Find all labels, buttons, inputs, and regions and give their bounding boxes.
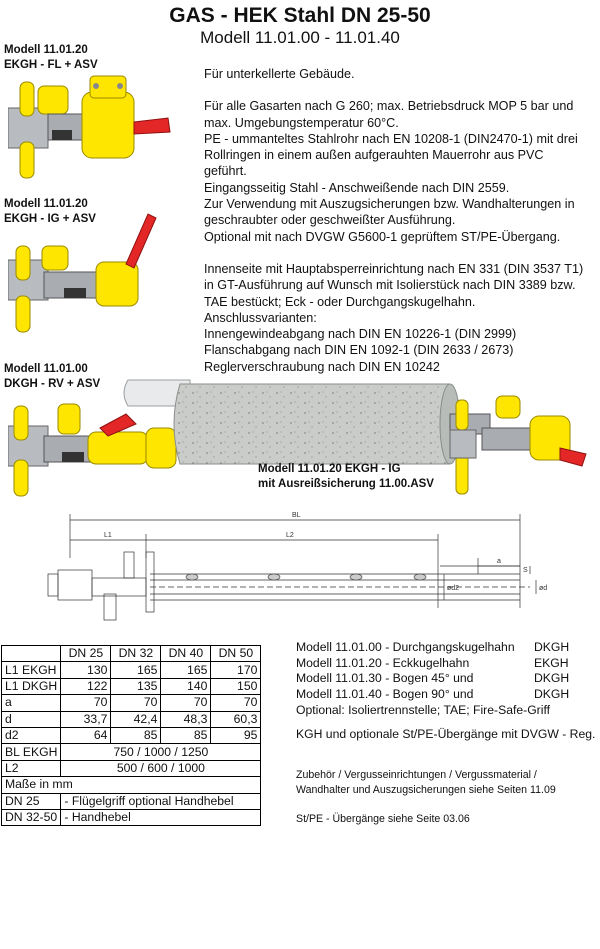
table-row <box>2 793 261 809</box>
list-item <box>296 640 596 656</box>
table-cell: 70 <box>111 695 161 711</box>
table-header: DN 50 <box>211 646 261 662</box>
description-line: geschraubter oder geschweißter Ausführung. <box>204 213 456 228</box>
table-row <box>2 711 261 727</box>
description-line: Reglerverschraubung nach DIN EN 10242 <box>204 359 440 374</box>
dim-bl: BL <box>292 512 301 519</box>
table-cell: 42,4 <box>111 711 161 727</box>
table-cell: a <box>2 695 61 711</box>
model-code: DKGH <box>534 687 570 702</box>
table-cell: 135 <box>111 678 161 694</box>
table-cell: - Flügelgriff optional Handhebel <box>61 793 261 809</box>
main-caption-line2: mit Ausreißsicherung 11.00.ASV <box>258 478 434 490</box>
product-image-ekgh-fl <box>8 72 178 187</box>
table-cell: DN 32-50 <box>2 809 61 825</box>
description <box>204 66 596 375</box>
list-item <box>296 687 596 703</box>
dim-s: S <box>523 567 528 574</box>
model-code: DKGH <box>534 671 570 686</box>
model-code: EKGH <box>534 655 569 670</box>
list-item <box>296 671 596 687</box>
spec-table <box>1 645 261 826</box>
product-label-1 <box>4 43 98 73</box>
table-row <box>2 760 261 776</box>
table-header: DN 25 <box>61 646 111 662</box>
table-cell: L1 DKGH <box>2 678 61 694</box>
table-cell: L1 EKGH <box>2 662 61 678</box>
dim-d: ød <box>539 585 548 592</box>
description-line: Für alle Gasarten nach G 260; max. Betriebsdruck MOP 5 bar und <box>204 99 574 114</box>
page-subtitle: Modell 11.01.00 - 11.01.40 <box>200 28 400 47</box>
table-cell: 170 <box>211 662 261 678</box>
table-cell: d2 <box>2 727 61 743</box>
table-cell: 95 <box>211 727 261 743</box>
product-name: EKGH - IG + ASV <box>4 213 96 225</box>
table-cell: 165 <box>111 662 161 678</box>
description-line: TAE bestückt; Eck - oder Durchgangskugelhahn. <box>204 294 476 309</box>
list-item <box>296 656 596 672</box>
dvgw-line: KGH und optionale St/PE-Übergänge mit DVGW - Reg. <box>296 727 596 742</box>
dim-a: a <box>497 558 501 565</box>
description-line: Eingangsseitig Stahl - Anschweißende nach DIN 2559. <box>204 180 510 195</box>
description-line: Flanschabgang nach DIN EN 1092-1 (DIN 2633 / 2673) <box>204 343 514 358</box>
description-line: Innenseite mit Hauptabsperreinrichtung nach EN 331 (DIN 3537 T1) <box>204 261 584 276</box>
description-line: Optional mit nach DVGW G5600-1 geprüftem ST/PE-Übergang. <box>204 229 561 244</box>
table-row <box>2 777 261 793</box>
description-line: Rollringen in einem außen aufgerauhten Mauerrohr aus PVC <box>204 148 544 163</box>
description-line: Für unterkellerte Gebäude. <box>204 67 355 81</box>
table-cell: 140 <box>161 678 211 694</box>
table-cell: 130 <box>61 662 111 678</box>
accessories-note <box>296 768 596 798</box>
accessories-line: Zubehör / Vergusseinrichtungen / Vergussmaterial / <box>296 769 537 781</box>
description-line: Anschlussvarianten: <box>204 310 317 325</box>
table-cell: DN 25 <box>2 793 61 809</box>
description-line: Zur Verwendung mit Auszugsicherungen bzw. Wandhalterungen in <box>204 197 575 212</box>
table-row <box>2 662 261 678</box>
main-caption <box>258 462 434 492</box>
table-cell: BL EKGH <box>2 744 61 760</box>
product-name: DKGH - RV + ASV <box>4 378 101 390</box>
table-cell: L2 <box>2 760 61 776</box>
table-cell: 122 <box>61 678 111 694</box>
table-cell: - Handhebel <box>61 809 261 825</box>
table-cell: 165 <box>161 662 211 678</box>
table-header-row <box>2 646 261 662</box>
table-header: DN 40 <box>161 646 211 662</box>
accessories-line: Wandhalter und Auszugsicherungen siehe Seiten 11.09 <box>296 784 556 796</box>
table-cell: 64 <box>61 727 111 743</box>
model-text: Modell 11.01.20 - Eckkugelhahn <box>296 655 470 670</box>
table-header <box>2 646 61 662</box>
product-image-ekgh-ig <box>8 210 178 345</box>
table-cell: 85 <box>161 727 211 743</box>
table-row <box>2 678 261 694</box>
table-cell: 70 <box>211 695 261 711</box>
table-row <box>2 695 261 711</box>
table-cell: 60,3 <box>211 711 261 727</box>
table-row <box>2 744 261 760</box>
table-header: DN 32 <box>111 646 161 662</box>
table-cell: 750 / 1000 / 1250 <box>61 744 261 760</box>
table-row <box>2 727 261 743</box>
product-model: Modell 11.01.20 <box>4 44 88 56</box>
product-name: EKGH - FL + ASV <box>4 59 98 71</box>
table-cell: 70 <box>161 695 211 711</box>
model-code: DKGH <box>534 640 570 654</box>
description-line: in GT-Ausführung auf Wunsch mit Isolierstück nach DIN 3389 bzw. <box>204 278 576 293</box>
model-text: Modell 11.01.00 - Durchgangskugelhahn <box>296 640 515 654</box>
page-title: GAS - HEK Stahl DN 25-50 <box>169 4 431 27</box>
table-cell: 85 <box>111 727 161 743</box>
description-line: Innengewindeabgang nach DIN EN 10226-1 (DIN 2999) <box>204 327 517 342</box>
model-text: Modell 11.01.40 - Bogen 90° und <box>296 687 474 702</box>
product-model: Modell 11.01.00 <box>4 363 88 375</box>
description-line: PE - ummanteltes Stahlrohr nach EN 10208-1 (DIN2470-1) mit drei <box>204 131 578 146</box>
table-cell: 48,3 <box>161 711 211 727</box>
technical-drawing <box>0 508 596 624</box>
stpe-note: St/PE - Übergänge siehe Seite 03.06 <box>296 813 470 825</box>
table-cell: d <box>2 711 61 727</box>
optional-line: Optional: Isoliertrennstelle; TAE; Fire-Safe-Griff <box>296 702 551 717</box>
description-line: max. Umgebungstemperatur 60°C. <box>204 115 399 130</box>
table-cell: 33,7 <box>61 711 111 727</box>
table-cell: 70 <box>61 695 111 711</box>
main-caption-line1: Modell 11.01.20 EKGH - IG <box>258 463 401 475</box>
product-model: Modell 11.01.20 <box>4 198 88 210</box>
model-list <box>296 640 596 743</box>
table-row <box>2 809 261 825</box>
dim-l1: L1 <box>104 532 112 539</box>
dim-l2: L2 <box>286 532 294 539</box>
table-cell: 500 / 600 / 1000 <box>61 760 261 776</box>
description-line: geführt. <box>204 164 247 179</box>
table-cell: 150 <box>211 678 261 694</box>
dim-d2: ød2 <box>447 585 460 592</box>
model-text: Modell 11.01.30 - Bogen 45° und <box>296 671 474 686</box>
table-cell: Maße in mm <box>2 777 261 793</box>
